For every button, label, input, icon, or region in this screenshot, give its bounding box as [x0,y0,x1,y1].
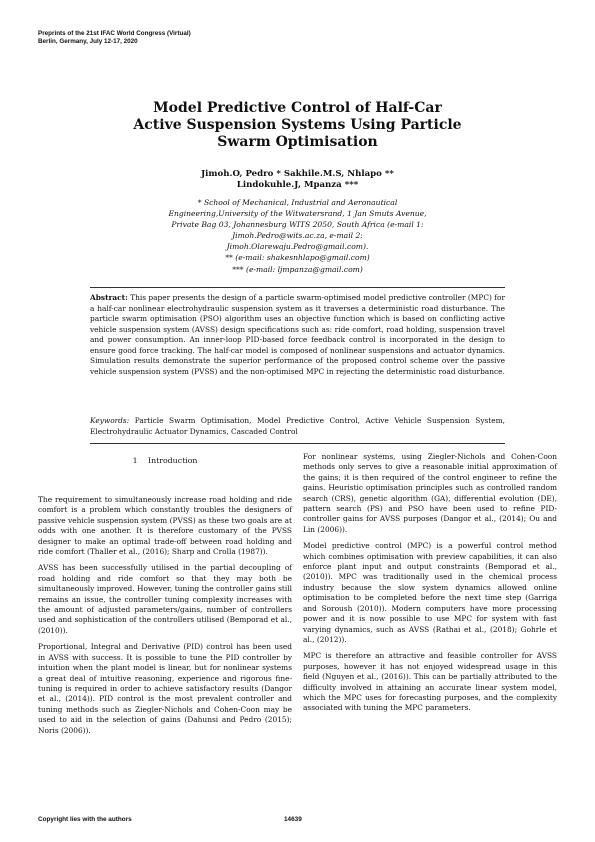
keywords-label: Keywords: [90,416,130,425]
paragraph: MPC is therefore an attractive and feasible controller for AVSS purposes, however it has not enjoyed widespread usage in this field (Nguyen et al., (2016)). This can be partially attributed to the difficulty involved in attaining an accurate linear system model, which the MPC uses for forecasting purposes, and the complexity associated with tuning the MPC parameters. [303,651,557,713]
affiliation-line: * School of Mechanical, Industrial and Aeronautical [197,198,398,207]
copyright-notice: Copyright lies with the authors [38,816,132,823]
conference-name: Preprints of the 21st IFAC World Congress (Virtual) [38,30,191,37]
author-list [0,169,595,191]
title-line: Model Predictive Control of Half-Car [153,100,442,116]
affiliation-line: *** (e-mail: ljmpanza@gmail.com) [232,264,363,274]
section-heading [38,456,292,465]
affiliation-line: Jimoh.Olarewaju.Pedro@gmail.com). [226,242,369,252]
paper-title [0,100,595,151]
affiliations [0,197,595,275]
keywords [90,416,505,437]
affiliation-line: Engineering,University of the Witwatersrand, 1 Jan Smuts Avenue, [168,209,427,219]
conference-header [38,30,191,46]
page-number: 14639 [284,816,302,823]
right-column [303,452,557,720]
paragraph: For nonlinear systems, using Ziegler-Nichols and Cohen-Coon methods only serves to give a reasonable initial approximation of the gains; it is then required of the control engineer to refine the gains. Heuristic optimisation principles such as controlled random search (CRS), genetic algorithm (GA), differential evolution (DE), pattern search (PS) and PSO have been used to refine PID-controller gains for AVSS purposes (Dangor et al., (2014); Ou and Lin (2006)). [303,452,557,534]
author-line: Lindokuhle.J, Mpanza *** [236,180,359,190]
keywords-bottom-rule [90,443,505,444]
title-line: Active Suspension Systems Using Particle [133,117,462,133]
abstract [90,293,505,377]
affiliation-line: ** (e-mail: shakesnhlapo@gmail.com) [225,253,370,263]
conference-location-date: Berlin, Germany, July 12-17, 2020 [38,38,138,45]
left-column [38,495,292,742]
abstract-text: This paper presents the design of a particle swarm-optimised model predictive controller (MPC) for a half-car nonlinear electrohydraulic suspension system as it traverses a deterministic road disturbance. The particle swarm optimisation (PSO) algorithm uses an objective function which is based on conflicting active vehicle suspension system (AVSS) design specifications such as: ride comfort, road holding, suspension travel and power consumption. An inner-loop PID-based force feedback control is incorporated in the design to ensure good force tracking. The half-car model is composed of nonlinear suspensions and actuator dynamics. Simulation results demonstrate the superior performance of the proposed control scheme over the passive vehicle suspension system (PVSS) and the non-optimised MPC in rejecting the deterministic road disturbance. [90,293,505,376]
section-number: 1 [132,456,138,465]
paragraph: The requirement to simultaneously increase road holding and ride comfort is a problem which constantly troubles the designers of passive vehicle suspension system (PVSS) as these two goals are at odds with one another. It is therefore customary of the PVSS designer to make an optimal trade-off between road holding and ride comfort (Thaller et al., (2016); Sharp and Crolla (1987)). [38,495,292,557]
abstract-top-rule [90,287,505,288]
title-line: Swarm Optimisation [217,134,378,150]
author-line: Jimoh.O, Pedro * Sakhile.M.S, Nhlapo ** [201,169,394,179]
affiliation-line: Jimoh.Pedro@wits.ac.za, e-mail 2: [232,231,363,241]
affiliation-line: Private Bag 03, Johannesburg WITS 2050, South Africa (e-mail 1: [171,220,424,230]
keywords-text: Particle Swarm Optimisation, Model Predictive Control, Active Vehicle Suspension System, Electrohydraulic Actuator Dynamics, Cascaded Control [90,416,505,436]
section-title: Introduction [148,456,198,465]
abstract-label: Abstract: [90,293,128,302]
paragraph: Proportional, Integral and Derivative (PID) control has been used in AVSS with success. It is possible to tune the PID controller by intuition when the plant model is linear, but for nonlinear systems a great deal of intuitive reasoning, experience and rigorous fine-tuning is required in order to achieve satisfactory results (Dangor et al., (2014)). PID control is the most prevalent controller and tuning methods such as Ziegler-Nichols and Cohen-Coon may be used to aid in the selection of gains (Dahunsi and Pedro (2015); Noris (2006)). [38,642,292,735]
paragraph: AVSS has been successfully utilised in the partial decoupling of road holding and ride comfort so that they may both be simultaneously improved. However, tuning the controller gains still remains an issue, the controller tuning complexity increases with the amount of adjusted parameters/gains, number of controllers used and sophistication of the controllers utilised (Bemporad et al., (2010)). [38,563,292,635]
paragraph: Model predictive control (MPC) is a powerful control method which combines optimisation with preview capabilities, it can also enforce plant input and output constraints (Bemporad et al., (2010)). MPC was traditionally used in the chemical process industry because the slow system dynamics allowed online optimisation to be completed before the next time step (Garriga and Soroush (2010)). Modern computers have more processing power and it is now possible to use MPC for system with fast varying dynamics, such as AVSS (Rathai et al., (2018); Gohrle et al., (2012)). [303,541,557,644]
